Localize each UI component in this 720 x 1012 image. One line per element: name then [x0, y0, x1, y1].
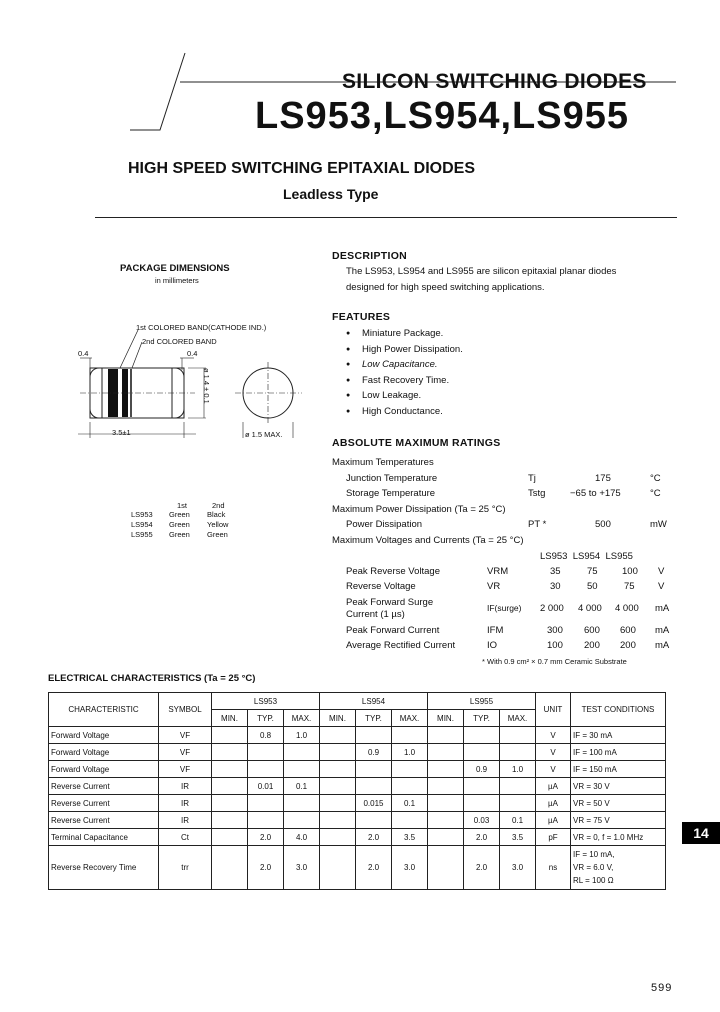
ifm-v2: 600: [584, 625, 600, 636]
io-v2: 200: [584, 640, 600, 651]
subtitle: HIGH SPEED SWITCHING EPITAXIAL DIODES: [128, 160, 475, 177]
power-heading: Maximum Power Dissipation (Ta = 25 °C): [332, 504, 506, 515]
col-unit: UNIT: [536, 693, 571, 727]
col-ls953: LS953: [212, 693, 320, 710]
band1-label: 1st COLORED BAND(CATHODE IND.): [136, 323, 267, 332]
vrm-v1: 35: [550, 566, 561, 577]
col-characteristic: CHARACTERISTIC: [49, 693, 159, 727]
junction-val: 175: [595, 473, 611, 484]
dim-left: 0.4: [78, 349, 89, 358]
package-heading: PACKAGE DIMENSIONS: [120, 263, 230, 274]
color-head-2nd: 2nd: [212, 501, 225, 510]
temps-heading: Maximum Temperatures: [332, 457, 434, 468]
vr-v1: 30: [550, 581, 561, 592]
col-ls955: LS955: [428, 693, 536, 710]
col-symbol: SYMBOL: [159, 693, 212, 727]
feature-item: ● High Conductance.: [346, 404, 463, 420]
dim-diameter: ø 1.4 ± 0.1: [202, 368, 211, 404]
col-min: MIN.: [212, 710, 248, 727]
color-head-1st: 1st: [177, 501, 188, 510]
ifm-sym: IFM: [487, 625, 504, 636]
electrical-table: [48, 692, 666, 890]
vrm-v3: 100: [622, 566, 638, 577]
doc-title: SILICON SWITCHING DIODES: [342, 70, 647, 93]
io-label: Average Rectified Current: [346, 640, 456, 651]
package-unit: in millimeters: [155, 276, 199, 285]
col-max: MAX.: [500, 710, 536, 727]
package-type: Leadless Type: [283, 186, 379, 202]
feature-item: ● Miniature Package.: [346, 326, 463, 342]
col-max: MAX.: [284, 710, 320, 727]
features-heading: FEATURES: [332, 311, 391, 323]
vr-v2: 50: [587, 581, 598, 592]
description-line1: The LS953, LS954 and LS955 are silicon epitaxial planar diodes: [346, 266, 617, 277]
col-test: TEST CONDITIONS: [571, 693, 666, 727]
col-min: MIN.: [428, 710, 464, 727]
ratings-heading: ABSOLUTE MAXIMUM RATINGS: [332, 437, 501, 449]
ifm-unit: mA: [655, 625, 670, 636]
surge-unit: mA: [655, 603, 670, 614]
surge-label: Peak Forward Surge: [346, 597, 434, 608]
storage-sym: Tstg: [528, 488, 546, 499]
table-row: Reverse Recovery Time trr 2.0 3.0 2.0 3.0 2.0 3.0 ns IF = 10 mA, VR = 6.0 V, RL = 100 Ω: [49, 846, 666, 890]
feature-item: ● Fast Recovery Time.: [346, 373, 463, 389]
vrm-sym: VRM: [487, 566, 509, 577]
dim-length: 3.5±1: [112, 428, 131, 437]
divider: [95, 217, 677, 218]
table-row: Terminal Capacitance Ct 2.0 4.0 2.0 3.5 2.0 3.5 pF VR = 0, f = 1.0 MHz: [49, 829, 666, 846]
features-list: [346, 326, 463, 419]
vr-v3: 75: [624, 581, 635, 592]
description-heading: DESCRIPTION: [332, 250, 408, 262]
col-ls954: LS954: [320, 693, 428, 710]
table-row: Forward Voltage VF 0.9 1.0 V IF = 150 mA: [49, 761, 666, 778]
vrm-unit: V: [658, 566, 665, 577]
feature-item: ● Low Capacitance.: [346, 357, 463, 373]
vc-heading: Maximum Voltages and Currents (Ta = 25 °C): [332, 535, 524, 546]
io-v3: 200: [620, 640, 636, 651]
vr-sym: VR: [487, 581, 501, 592]
electrical-heading: ELECTRICAL CHARACTERISTICS (Ta = 25 °C): [48, 673, 256, 684]
color-table: LS953 Green Black LS954 Green Yellow LS955 Green Green: [131, 510, 229, 539]
io-unit: mA: [655, 640, 670, 651]
power-sym: PT *: [528, 519, 547, 530]
table-row: Reverse Current IR 0.03 0.1 µA VR = 75 V: [49, 812, 666, 829]
surge-v2: 4 000: [578, 603, 602, 614]
package-drawing: [70, 330, 310, 440]
vrm-label: Peak Reverse Voltage: [346, 566, 441, 577]
substrate-note: * With 0.9 cm² × 0.7 mm Ceramic Substrate: [482, 657, 627, 666]
junction-sym: Tj: [528, 473, 536, 484]
vr-unit: V: [658, 581, 665, 592]
dim-max: ø 1.5 MAX.: [245, 430, 283, 439]
page-number: 599: [651, 982, 673, 994]
table-row: Reverse Current IR 0.01 0.1 µA VR = 30 V: [49, 778, 666, 795]
description-line2: designed for high speed switching applications.: [346, 282, 545, 293]
io-v1: 100: [547, 640, 563, 651]
col-typ: TYP.: [356, 710, 392, 727]
junction-label: Junction Temperature: [346, 473, 438, 484]
surge-v1: 2 000: [540, 603, 564, 614]
ifm-label: Peak Forward Current: [346, 625, 440, 636]
surge-sym: IF(surge): [487, 603, 522, 613]
vrm-v2: 75: [587, 566, 598, 577]
col-min: MIN.: [320, 710, 356, 727]
io-sym: IO: [487, 640, 498, 651]
junction-unit: °C: [650, 473, 661, 484]
vr-label: Reverse Voltage: [346, 581, 416, 592]
storage-unit: °C: [650, 488, 661, 499]
col-max: MAX.: [392, 710, 428, 727]
vc-cols: LS953 LS954 LS955: [540, 551, 633, 562]
dim-right: 0.4: [187, 349, 198, 358]
feature-item: ● High Power Dissipation.: [346, 342, 463, 358]
table-row: Forward Voltage VF 0.9 1.0 V IF = 100 mA: [49, 744, 666, 761]
power-label: Power Dissipation: [346, 519, 423, 530]
storage-label: Storage Temperature: [346, 488, 436, 499]
col-typ: TYP.: [248, 710, 284, 727]
col-typ: TYP.: [464, 710, 500, 727]
ifm-v1: 300: [547, 625, 563, 636]
table-row: Reverse Current IR 0.015 0.1 µA VR = 50 V: [49, 795, 666, 812]
ifm-v3: 600: [620, 625, 636, 636]
band2-label: 2nd COLORED BAND: [142, 337, 217, 346]
table-row: Forward Voltage VF 0.8 1.0 V IF = 30 mA: [49, 727, 666, 744]
storage-val: −65 to +175: [570, 488, 621, 499]
surge-v3: 4 000: [615, 603, 639, 614]
power-val: 500: [595, 519, 611, 530]
surge-label2: Current (1 µs): [346, 609, 405, 620]
power-unit: mW: [650, 519, 667, 530]
feature-item: ● Low Leakage.: [346, 388, 463, 404]
section-tab: 14: [682, 822, 720, 844]
model-numbers: LS953,LS954,LS955: [255, 95, 629, 137]
